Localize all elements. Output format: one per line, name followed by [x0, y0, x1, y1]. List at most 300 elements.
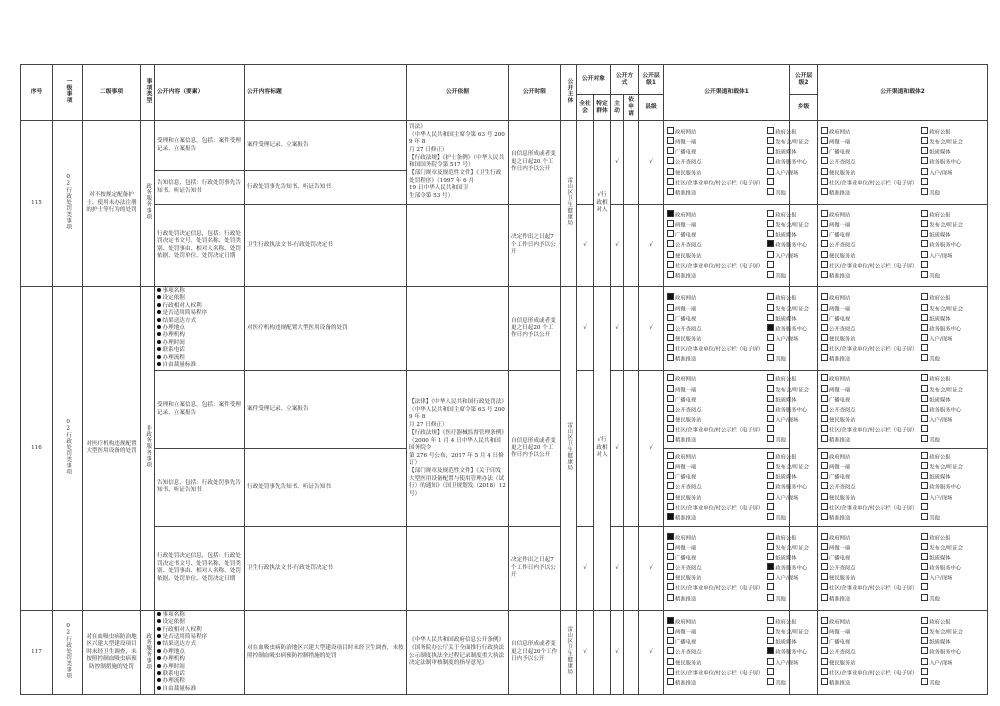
channel-option[interactable]	[821, 271, 917, 281]
channel-option[interactable]	[921, 168, 984, 178]
channel-option[interactable]	[667, 324, 763, 334]
channel-option[interactable]	[821, 627, 917, 637]
checkbox-icon	[921, 472, 928, 479]
checkbox-icon	[667, 210, 674, 217]
target-all-cell: √	[577, 526, 594, 610]
channel-option[interactable]	[667, 344, 763, 354]
channel-option[interactable]	[821, 251, 917, 261]
channel-option[interactable]	[667, 168, 763, 178]
checkbox-icon	[921, 462, 928, 469]
channel-option[interactable]	[821, 240, 917, 250]
channel-option[interactable]	[767, 271, 809, 281]
checkbox-icon	[921, 261, 928, 268]
channel-option-label: 纸质媒体	[929, 149, 951, 156]
channel-option[interactable]	[767, 658, 809, 668]
basis-cell	[407, 121, 509, 205]
checkbox-icon	[767, 220, 774, 227]
header-channel2: 公开渠道和载体2	[818, 65, 988, 121]
bullet-icon	[157, 340, 161, 344]
channel-option-label: 政务服务中心	[775, 326, 808, 333]
channel-option[interactable]	[767, 157, 809, 167]
channel-option[interactable]	[767, 344, 809, 354]
method-request-cell	[624, 610, 639, 694]
channel-option[interactable]	[667, 482, 763, 492]
channel-option[interactable]	[821, 594, 917, 604]
checkbox-icon	[921, 658, 928, 665]
channel-option[interactable]	[767, 374, 809, 384]
channel-option[interactable]	[921, 293, 984, 303]
channel-option[interactable]	[821, 425, 917, 435]
channel-option[interactable]	[767, 210, 809, 220]
channel-option[interactable]	[767, 543, 809, 553]
channel-option[interactable]	[821, 658, 917, 668]
checkbox-icon	[767, 230, 774, 237]
channel-option-label: 入户/现场	[929, 170, 953, 177]
channel-option[interactable]	[921, 472, 984, 482]
bullet-icon	[157, 310, 161, 314]
channel-option-label: 政务服务中心	[775, 565, 808, 572]
channel-option[interactable]	[921, 435, 984, 445]
channel-option[interactable]	[667, 334, 763, 344]
content-cell: 受理和立案信息，包括：案件受理记录、立案报告	[155, 121, 245, 171]
channel-option[interactable]	[821, 678, 917, 688]
channel-option[interactable]	[921, 637, 984, 647]
level1-text: 02行政处罚类事项	[65, 173, 72, 230]
channel-option-label: 发布会/听证会	[929, 629, 963, 636]
content-title-cell: 卫生行政执法文书-行政处罚决定书	[245, 205, 407, 287]
channel-option[interactable]	[821, 563, 917, 573]
checkbox-icon	[921, 188, 928, 195]
channel-option[interactable]	[821, 261, 917, 271]
channel-option[interactable]	[767, 240, 809, 250]
channel-option[interactable]	[667, 147, 763, 157]
channel-option[interactable]	[821, 210, 917, 220]
header-timing: 公开时限	[509, 65, 561, 121]
channel-option-label: 政府网站	[829, 535, 851, 542]
channel-option[interactable]	[667, 617, 763, 627]
content-cell: 告知信息，包括：行政处罚事先告知书、听证告知书	[155, 449, 245, 527]
channel-option[interactable]	[821, 304, 917, 314]
channel-option[interactable]	[767, 425, 809, 435]
channel-option[interactable]	[767, 594, 809, 604]
channel-option[interactable]	[921, 533, 984, 543]
channel-option[interactable]	[667, 583, 763, 593]
channel-option[interactable]	[767, 220, 809, 230]
channel-option[interactable]	[921, 583, 984, 593]
channel-option[interactable]	[667, 573, 763, 583]
checkbox-icon	[821, 594, 828, 601]
channel-option[interactable]	[667, 293, 763, 303]
channel-option[interactable]	[767, 314, 809, 324]
checkbox-icon	[821, 658, 828, 665]
channel-option[interactable]	[767, 617, 809, 627]
channel-option[interactable]	[767, 563, 809, 573]
channel-option[interactable]	[667, 503, 763, 513]
channel-option-label: 发布会/听证会	[929, 222, 963, 229]
channel-option[interactable]	[767, 573, 809, 583]
channel-option[interactable]	[821, 405, 917, 415]
channel-option[interactable]	[921, 230, 984, 240]
channel-option[interactable]	[767, 637, 809, 647]
channel-option[interactable]	[821, 637, 917, 647]
basis-line: 【法律】《中华人民共和国行政处罚法》	[409, 398, 507, 405]
channel-option[interactable]	[821, 374, 917, 384]
channel-option-label: 广播电视	[829, 639, 851, 646]
bullet-text: 行政相对人权利	[162, 626, 202, 633]
channel1-cell	[664, 449, 809, 527]
channel-option[interactable]	[767, 462, 809, 472]
channel-option[interactable]	[821, 314, 917, 324]
channel-option[interactable]	[821, 553, 917, 563]
timing-cell: 决定作出之日起7个工作日内予以公开	[509, 526, 561, 610]
channel-option-label: 其他	[929, 437, 940, 444]
channel-option[interactable]	[821, 493, 917, 503]
checkbox-icon	[767, 493, 774, 500]
channel-option[interactable]	[667, 240, 763, 250]
channel-option[interactable]	[767, 178, 809, 188]
channel-option[interactable]	[921, 553, 984, 563]
channel-option[interactable]	[767, 415, 809, 425]
channel-option[interactable]	[767, 513, 809, 523]
channel-option[interactable]	[921, 334, 984, 344]
checkbox-icon	[667, 583, 674, 590]
channel-option[interactable]	[667, 188, 763, 198]
channel-option-label: 入户/现场	[775, 336, 799, 343]
checkbox-icon	[921, 240, 928, 247]
bullet-text: 是否适用简易程序	[162, 634, 208, 640]
channel-option[interactable]	[821, 617, 917, 627]
channel-option[interactable]	[767, 395, 809, 405]
bullet-text: 办理机构	[162, 332, 185, 339]
checkbox-icon	[821, 261, 828, 268]
channel-option[interactable]	[921, 324, 984, 334]
content-title-cell: 对医疗机构违规配置大型医用设备的处罚	[245, 287, 407, 371]
channel-option[interactable]	[767, 251, 809, 261]
checkbox-icon	[667, 334, 674, 341]
channel-option[interactable]	[667, 220, 763, 230]
channel-option[interactable]	[921, 658, 984, 668]
checkbox-icon	[667, 395, 674, 402]
subject-cell	[561, 610, 577, 694]
checkbox-icon	[667, 553, 674, 560]
channel-option[interactable]	[921, 543, 984, 553]
checkbox-icon	[921, 637, 928, 644]
tier1-cell: √	[639, 287, 664, 371]
channel-option-label: 入户/现场	[775, 495, 799, 501]
channel-option[interactable]	[921, 314, 984, 324]
channel-option[interactable]	[667, 637, 763, 647]
channel-option[interactable]	[821, 503, 917, 513]
channel2-cell	[818, 205, 988, 287]
channel-option[interactable]	[921, 385, 984, 395]
channel-option[interactable]	[921, 678, 984, 688]
channel-option[interactable]	[767, 627, 809, 637]
channel-option[interactable]	[921, 374, 984, 384]
channel-option[interactable]	[921, 261, 984, 271]
channel-option[interactable]	[767, 168, 809, 178]
channel-option[interactable]	[921, 415, 984, 425]
channel-option[interactable]	[667, 425, 763, 435]
channel-option[interactable]	[667, 658, 763, 668]
channel-option[interactable]	[667, 452, 763, 462]
channel-option[interactable]	[767, 304, 809, 314]
channel-option[interactable]	[821, 385, 917, 395]
channel-option[interactable]	[821, 220, 917, 230]
bullet-text: 自由裁量标准	[162, 362, 197, 369]
channel-option[interactable]	[767, 647, 809, 657]
channel-option[interactable]	[921, 147, 984, 157]
channel-option[interactable]	[667, 127, 763, 137]
channel-option[interactable]	[821, 354, 917, 364]
channel-option-label: 政府公报	[929, 535, 951, 542]
channel-option-label: 社区/企事业单位/村公示栏（电子屏）	[675, 427, 764, 434]
channel-option[interactable]	[667, 553, 763, 563]
channel-option[interactable]	[821, 583, 917, 593]
checkbox-icon	[767, 157, 774, 164]
channel-option[interactable]	[921, 594, 984, 604]
channel-option[interactable]	[921, 563, 984, 573]
channel-checklist	[820, 615, 985, 690]
channel-option[interactable]	[821, 230, 917, 240]
channel-option[interactable]	[667, 385, 763, 395]
channel-option-label: 政府公报	[775, 376, 797, 383]
channel-option[interactable]	[667, 415, 763, 425]
checkbox-icon	[767, 543, 774, 550]
channel-option[interactable]	[921, 188, 984, 198]
channel-option[interactable]	[821, 395, 917, 405]
channel-option[interactable]	[921, 493, 984, 503]
channel-option-label: 精准推送	[675, 190, 697, 197]
checkbox-icon	[767, 637, 774, 644]
channel-option[interactable]	[921, 405, 984, 415]
channel-option[interactable]	[667, 210, 763, 220]
channel-option[interactable]	[821, 157, 917, 167]
channel-option[interactable]	[667, 354, 763, 364]
channel-option[interactable]	[767, 230, 809, 240]
channel-option[interactable]	[767, 503, 809, 513]
channel-option[interactable]	[821, 462, 917, 472]
channel-option[interactable]	[667, 230, 763, 240]
channel-option[interactable]	[667, 678, 763, 688]
checkbox-icon	[821, 678, 828, 685]
channel-option[interactable]	[921, 513, 984, 523]
channel-option[interactable]	[767, 127, 809, 137]
channel-option[interactable]	[667, 395, 763, 405]
channel-option[interactable]	[921, 573, 984, 583]
channel-option[interactable]	[821, 178, 917, 188]
checkbox-icon	[921, 374, 928, 381]
checkbox-icon	[821, 627, 828, 634]
channel-option[interactable]	[767, 583, 809, 593]
channel-option[interactable]	[767, 405, 809, 415]
channel-option[interactable]	[767, 435, 809, 445]
channel-option[interactable]	[921, 304, 984, 314]
channel-option[interactable]	[767, 668, 809, 678]
channel-option[interactable]	[667, 668, 763, 678]
channel-option[interactable]	[821, 668, 917, 678]
checkbox-icon	[667, 240, 674, 247]
channel-option-label: 社区/企事业单位/村公示栏（电子屏）	[829, 585, 918, 592]
channel-option[interactable]	[667, 462, 763, 472]
channel-option[interactable]	[821, 137, 917, 147]
channel-option[interactable]	[767, 354, 809, 364]
bullet-text: 自由裁量标准	[162, 685, 197, 692]
level1-text: 02行政处罚类事项	[65, 622, 72, 679]
channel-option[interactable]	[667, 178, 763, 188]
channel-option[interactable]	[821, 147, 917, 157]
channel-option[interactable]	[821, 415, 917, 425]
channel-option[interactable]	[921, 271, 984, 281]
channel-option[interactable]	[667, 472, 763, 482]
channel-option[interactable]	[767, 293, 809, 303]
channel-option-label: 纸质媒体	[775, 149, 797, 156]
channel-option[interactable]	[921, 127, 984, 137]
channel-option[interactable]	[821, 188, 917, 198]
channel-option-label: 社区/企事业单位/村公示栏（电子屏）	[675, 505, 764, 512]
channel-option[interactable]	[667, 627, 763, 637]
channel-option[interactable]	[821, 543, 917, 553]
channel-option[interactable]	[767, 472, 809, 482]
channel-option-label: 政府网站	[675, 619, 697, 626]
channel-option[interactable]	[821, 533, 917, 543]
channel-option-label: 广播电视	[675, 149, 697, 156]
channel-option[interactable]	[821, 334, 917, 344]
bullet-text: 结果送达方式	[162, 317, 197, 324]
channel-option-label: 发布会/听证会	[775, 306, 809, 312]
channel-option-label: 公开查阅点	[829, 407, 856, 414]
channel-option[interactable]	[667, 314, 763, 324]
channel-option[interactable]	[667, 405, 763, 415]
channel-option[interactable]	[921, 627, 984, 637]
channel1-cell	[664, 121, 809, 205]
channel-option[interactable]	[767, 385, 809, 395]
channel-option-label: 精准推送	[829, 273, 851, 280]
channel-option[interactable]	[821, 293, 917, 303]
channel-option[interactable]	[921, 617, 984, 627]
channel-option[interactable]	[921, 137, 984, 147]
checkbox-icon	[667, 127, 674, 134]
channel1-cell	[664, 610, 809, 694]
channel-option[interactable]	[667, 374, 763, 384]
channel-option[interactable]	[667, 563, 763, 573]
channel-checklist	[666, 208, 809, 283]
channel-option[interactable]	[767, 553, 809, 563]
checkbox-icon	[767, 334, 774, 341]
channel-option[interactable]	[667, 157, 763, 167]
channel-option[interactable]	[767, 324, 809, 334]
basis-line: 《中华人民共和国政府信息公开条例》	[409, 637, 505, 644]
checkbox-icon	[667, 293, 674, 300]
channel-option[interactable]	[767, 147, 809, 157]
channel-option[interactable]	[667, 137, 763, 147]
channel-option[interactable]	[667, 647, 763, 657]
channel-option[interactable]	[667, 533, 763, 543]
channel-option-label: 政府公报	[929, 212, 951, 219]
channel-option[interactable]	[767, 137, 809, 147]
channel-option[interactable]	[767, 261, 809, 271]
checkbox-icon	[821, 188, 828, 195]
channel-option[interactable]	[667, 271, 763, 281]
channel-option[interactable]	[821, 472, 917, 482]
channel-option-label: 公开查阅点	[675, 484, 702, 491]
channel-option[interactable]	[921, 503, 984, 513]
checkbox-icon	[767, 271, 774, 278]
channel-option[interactable]	[921, 395, 984, 405]
checkbox-icon	[667, 462, 674, 469]
channel-option-label: 政务服务中心	[929, 407, 962, 414]
channel-option[interactable]	[767, 334, 809, 344]
checkbox-icon	[821, 405, 828, 412]
channel-option[interactable]	[921, 210, 984, 220]
channel-option-label: 便民服务站	[675, 417, 702, 424]
channel-option[interactable]	[821, 324, 917, 334]
channel-option[interactable]	[921, 482, 984, 492]
channel-option[interactable]	[667, 594, 763, 604]
channel-option[interactable]	[821, 435, 917, 445]
channel-option[interactable]	[921, 647, 984, 657]
checkbox-icon	[767, 533, 774, 540]
channel-option[interactable]	[767, 452, 809, 462]
header-item-type: 事项类型	[141, 65, 155, 121]
channel-option[interactable]	[921, 344, 984, 354]
checkbox-icon	[821, 493, 828, 500]
channel-option[interactable]	[821, 482, 917, 492]
channel-option[interactable]	[821, 573, 917, 583]
checkbox-icon	[921, 334, 928, 341]
channel-option-label: 政府网站	[675, 212, 697, 219]
channel-option[interactable]	[767, 678, 809, 688]
channel-option[interactable]	[667, 543, 763, 553]
channel-option[interactable]	[821, 513, 917, 523]
channel-option[interactable]	[767, 493, 809, 503]
channel-option[interactable]	[921, 668, 984, 678]
channel-option[interactable]	[921, 425, 984, 435]
bullet-icon	[157, 332, 161, 336]
channel-option[interactable]	[821, 647, 917, 657]
channel-option[interactable]	[767, 188, 809, 198]
channel-option[interactable]	[821, 452, 917, 462]
bullet-icon	[157, 619, 161, 623]
channel-option-label: 纸质媒体	[775, 555, 797, 562]
channel-option[interactable]	[767, 482, 809, 492]
channel-option[interactable]	[921, 452, 984, 462]
channel-option[interactable]	[667, 435, 763, 445]
checkbox-icon	[821, 240, 828, 247]
channel-option[interactable]	[821, 344, 917, 354]
channel-option[interactable]	[821, 127, 917, 137]
channel-option[interactable]	[667, 261, 763, 271]
channel-option[interactable]	[767, 533, 809, 543]
channel2-cell	[818, 371, 988, 449]
channel-option[interactable]	[921, 178, 984, 188]
channel-option[interactable]	[667, 513, 763, 523]
channel-option-label: 社区/企事业单位/村公示栏（电子屏）	[829, 346, 918, 353]
channel-option[interactable]	[667, 304, 763, 314]
target-all-cell: √	[577, 287, 594, 371]
channel-option[interactable]	[921, 251, 984, 261]
channel-option[interactable]	[667, 493, 763, 503]
channel-option-label: 公开查阅点	[675, 159, 702, 166]
channel-option[interactable]	[667, 251, 763, 261]
bullet-icon	[157, 686, 161, 690]
channel-option[interactable]	[821, 168, 917, 178]
channel-option[interactable]	[921, 157, 984, 167]
channel-option[interactable]	[921, 354, 984, 364]
channel-option[interactable]	[921, 220, 984, 230]
channel-option[interactable]	[921, 240, 984, 250]
channel-option[interactable]	[921, 462, 984, 472]
basis-line: 【行政法规】《护士条例》（中华人民共和国国务院令第 517 号）	[409, 154, 505, 169]
